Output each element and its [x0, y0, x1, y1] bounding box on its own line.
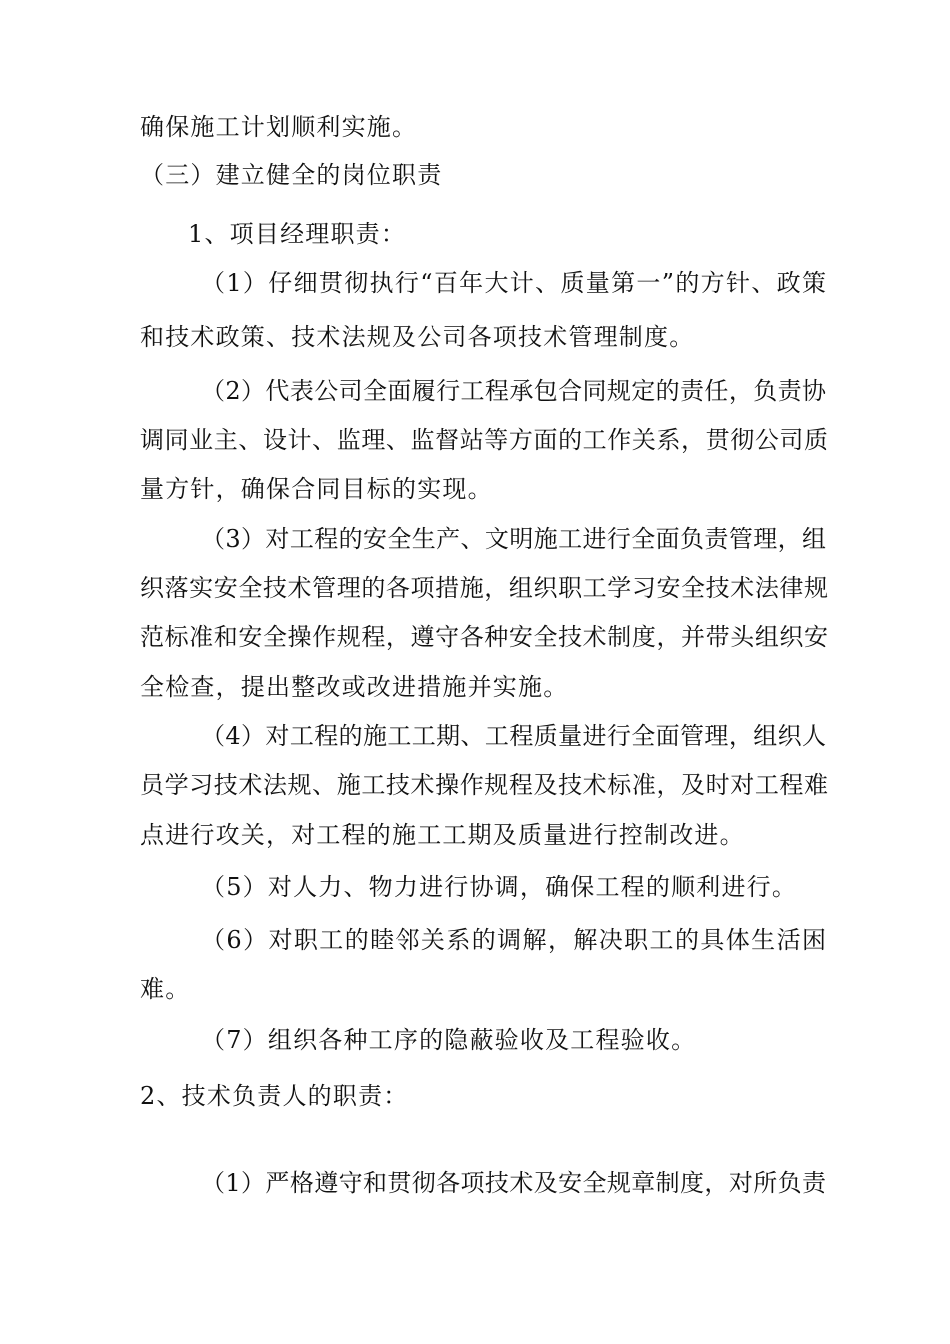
section-heading: （三）建立健全的岗位职责: [140, 161, 443, 189]
paragraph-line: （7）组织各种工序的隐蔽验收及工程验收。: [201, 1026, 697, 1054]
paragraph-line: （2）代表公司全面履行工程承包合同规定的责任，负责协: [201, 377, 826, 405]
paragraph-line: （3）对工程的安全生产、文明施工进行全面负责管理，组: [201, 525, 826, 553]
paragraph-line: 范标准和安全操作规程，遵守各种安全技术制度，并带头组织安: [140, 623, 828, 651]
paragraph-line: 难。: [140, 975, 191, 1003]
subsection-heading: 1、项目经理职责：: [188, 220, 407, 248]
paragraph-line: （1）严格遵守和贯彻各项技术及安全规章制度，对所负责: [201, 1169, 826, 1197]
paragraph-line: 员学习技术法规、施工技术操作规程及技术标准，及时对工程难: [140, 771, 828, 799]
paragraph-line: 确保施工计划顺利实施。: [140, 113, 418, 141]
paragraph-line: （4）对工程的施工工期、工程质量进行全面管理，组织人: [201, 722, 826, 750]
paragraph-line: 和技术政策、技术法规及公司各项技术管理制度。: [140, 323, 695, 351]
paragraph-line: 量方针，确保合同目标的实现。: [140, 475, 493, 503]
paragraph-line: 点进行攻关，对工程的施工工期及质量进行控制改进。: [140, 821, 745, 849]
paragraph-line: 全检查，提出整改或改进措施并实施。: [140, 673, 569, 701]
paragraph-line: 织落实安全技术管理的各项措施，组织职工学习安全技术法律规: [140, 574, 828, 602]
paragraph-line: （1）仔细贯彻执行“百年大计、质量第一”的方针、政策: [201, 269, 826, 297]
paragraph-line: （6）对职工的睦邻关系的调解，解决职工的具体生活困: [201, 926, 826, 954]
subsection-heading: 2、技术负责人的职责：: [140, 1082, 409, 1110]
paragraph-line: 调同业主、设计、监理、监督站等方面的工作关系，贯彻公司质: [140, 426, 828, 454]
paragraph-line: （5）对人力、物力进行协调，确保工程的顺利进行。: [201, 873, 798, 901]
